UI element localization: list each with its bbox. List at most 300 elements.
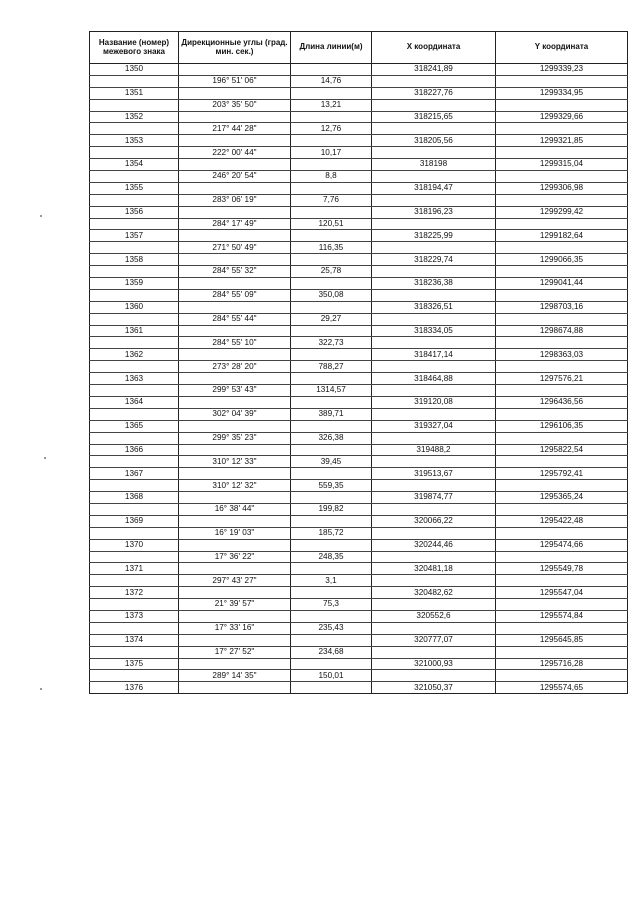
empty-cell xyxy=(179,87,291,99)
table-row xyxy=(90,313,628,325)
direction-angle-cell: 16° 19' 03" xyxy=(179,527,291,539)
empty-cell xyxy=(90,575,179,587)
empty-cell xyxy=(372,337,496,349)
table-row xyxy=(90,254,628,266)
x-coordinate-cell: 320066,22 xyxy=(372,515,496,527)
empty-cell xyxy=(90,385,179,397)
empty-cell xyxy=(496,313,628,325)
x-coordinate-cell: 318227,76 xyxy=(372,87,496,99)
line-length-cell: 7,76 xyxy=(291,194,372,206)
x-coordinate-cell: 318196,23 xyxy=(372,206,496,218)
point-name-cell: 1358 xyxy=(90,254,179,266)
point-name-cell: 1366 xyxy=(90,444,179,456)
empty-cell xyxy=(372,289,496,301)
point-name-cell: 1375 xyxy=(90,658,179,670)
table-header xyxy=(90,32,628,64)
y-coordinate-cell: 1295716,28 xyxy=(496,658,628,670)
point-name-cell: 1352 xyxy=(90,111,179,123)
direction-angle-cell: 310° 12' 32" xyxy=(179,480,291,492)
x-coordinate-cell: 318236,38 xyxy=(372,278,496,290)
y-coordinate-cell: 1295822,54 xyxy=(496,444,628,456)
empty-cell xyxy=(90,218,179,230)
table-row xyxy=(90,670,628,682)
empty-cell xyxy=(179,135,291,147)
empty-cell xyxy=(291,468,372,480)
direction-angle-cell: 246° 20' 54" xyxy=(179,171,291,183)
empty-cell xyxy=(90,527,179,539)
line-length-cell: 14,76 xyxy=(291,75,372,87)
table-row xyxy=(90,492,628,504)
direction-angle-cell: 284° 55' 32" xyxy=(179,266,291,278)
point-name-cell: 1367 xyxy=(90,468,179,480)
empty-cell xyxy=(496,171,628,183)
empty-cell xyxy=(90,123,179,135)
empty-cell xyxy=(496,99,628,111)
empty-cell xyxy=(179,64,291,76)
empty-cell xyxy=(372,575,496,587)
empty-cell xyxy=(496,385,628,397)
line-length-cell: 13,21 xyxy=(291,99,372,111)
table-row xyxy=(90,444,628,456)
direction-angle-cell: 222° 00' 44" xyxy=(179,147,291,159)
empty-cell xyxy=(90,147,179,159)
empty-cell xyxy=(291,396,372,408)
empty-cell xyxy=(496,599,628,611)
table-row xyxy=(90,396,628,408)
x-coordinate-cell: 318326,51 xyxy=(372,301,496,313)
line-length-cell: 1314,57 xyxy=(291,385,372,397)
point-name-cell: 1354 xyxy=(90,159,179,171)
table-row xyxy=(90,230,628,242)
point-name-cell: 1359 xyxy=(90,278,179,290)
empty-cell xyxy=(496,527,628,539)
y-coordinate-cell: 1295574,84 xyxy=(496,610,628,622)
empty-cell xyxy=(291,420,372,432)
empty-cell xyxy=(179,587,291,599)
x-coordinate-cell: 318334,05 xyxy=(372,325,496,337)
y-coordinate-cell: 1295474,66 xyxy=(496,539,628,551)
point-name-cell: 1368 xyxy=(90,492,179,504)
empty-cell xyxy=(90,99,179,111)
empty-cell xyxy=(90,622,179,634)
y-coordinate-cell: 1295792,41 xyxy=(496,468,628,480)
table-row xyxy=(90,646,628,658)
empty-cell xyxy=(179,682,291,694)
empty-cell xyxy=(372,432,496,444)
table-row xyxy=(90,432,628,444)
point-name-cell: 1372 xyxy=(90,587,179,599)
empty-cell xyxy=(90,456,179,468)
empty-cell xyxy=(372,456,496,468)
line-length-cell: 10,17 xyxy=(291,147,372,159)
table-row xyxy=(90,468,628,480)
empty-cell xyxy=(179,396,291,408)
y-coordinate-cell: 1298703,16 xyxy=(496,301,628,313)
table-row xyxy=(90,456,628,468)
empty-cell xyxy=(372,527,496,539)
table-row xyxy=(90,301,628,313)
empty-cell xyxy=(496,575,628,587)
direction-angle-cell: 297° 43' 27" xyxy=(179,575,291,587)
table-row xyxy=(90,135,628,147)
point-name-cell: 1370 xyxy=(90,539,179,551)
table-row xyxy=(90,266,628,278)
direction-angle-cell: 299° 35' 23" xyxy=(179,432,291,444)
empty-cell xyxy=(291,325,372,337)
empty-cell xyxy=(90,337,179,349)
empty-cell xyxy=(179,182,291,194)
empty-cell xyxy=(496,361,628,373)
y-coordinate-cell: 1299315,04 xyxy=(496,159,628,171)
empty-cell xyxy=(291,135,372,147)
direction-angle-cell: 17° 36' 22" xyxy=(179,551,291,563)
empty-cell xyxy=(90,361,179,373)
line-length-cell: 350,08 xyxy=(291,289,372,301)
empty-cell xyxy=(496,670,628,682)
empty-cell xyxy=(372,599,496,611)
coordinates-table xyxy=(89,31,628,694)
line-length-cell: 3,1 xyxy=(291,575,372,587)
empty-cell xyxy=(179,658,291,670)
x-coordinate-cell: 320552,6 xyxy=(372,610,496,622)
y-coordinate-cell: 1299334,95 xyxy=(496,87,628,99)
empty-cell xyxy=(179,206,291,218)
empty-cell xyxy=(372,75,496,87)
x-coordinate-cell: 319513,67 xyxy=(372,468,496,480)
x-coordinate-cell: 318198 xyxy=(372,159,496,171)
point-name-cell: 1369 xyxy=(90,515,179,527)
y-coordinate-cell: 1299339,23 xyxy=(496,64,628,76)
table-body xyxy=(90,64,628,694)
table-row xyxy=(90,99,628,111)
empty-cell xyxy=(372,99,496,111)
empty-cell xyxy=(90,599,179,611)
empty-cell xyxy=(372,622,496,634)
empty-cell xyxy=(291,539,372,551)
line-length-cell: 322,73 xyxy=(291,337,372,349)
y-coordinate-cell: 1299066,35 xyxy=(496,254,628,266)
table-row xyxy=(90,194,628,206)
line-length-cell: 234,68 xyxy=(291,646,372,658)
empty-cell xyxy=(496,408,628,420)
empty-cell xyxy=(90,646,179,658)
point-name-cell: 1361 xyxy=(90,325,179,337)
y-coordinate-cell: 1295422,48 xyxy=(496,515,628,527)
empty-cell xyxy=(179,539,291,551)
x-coordinate-cell: 319874,77 xyxy=(372,492,496,504)
empty-cell xyxy=(496,147,628,159)
empty-cell xyxy=(372,171,496,183)
empty-cell xyxy=(90,194,179,206)
table-row xyxy=(90,563,628,575)
empty-cell xyxy=(179,254,291,266)
empty-cell xyxy=(372,194,496,206)
empty-cell xyxy=(90,171,179,183)
line-length-cell: 29,27 xyxy=(291,313,372,325)
line-length-cell: 8,8 xyxy=(291,171,372,183)
x-coordinate-cell: 319488,2 xyxy=(372,444,496,456)
x-coordinate-cell: 320482,62 xyxy=(372,587,496,599)
empty-cell xyxy=(291,206,372,218)
line-length-cell: 120,51 xyxy=(291,218,372,230)
direction-angle-cell: 302° 04' 39" xyxy=(179,408,291,420)
y-coordinate-cell: 1297576,21 xyxy=(496,373,628,385)
empty-cell xyxy=(179,468,291,480)
empty-cell xyxy=(372,313,496,325)
empty-cell xyxy=(496,551,628,563)
table-row xyxy=(90,159,628,171)
empty-cell xyxy=(372,480,496,492)
empty-cell xyxy=(291,87,372,99)
point-name-cell: 1364 xyxy=(90,396,179,408)
table-row xyxy=(90,123,628,135)
table-row xyxy=(90,480,628,492)
direction-angle-cell: 310° 12' 33" xyxy=(179,456,291,468)
empty-cell xyxy=(90,551,179,563)
empty-cell xyxy=(90,503,179,515)
line-length-cell: 326,38 xyxy=(291,432,372,444)
empty-cell xyxy=(372,670,496,682)
empty-cell xyxy=(372,551,496,563)
empty-cell xyxy=(179,278,291,290)
x-coordinate-cell: 321050,37 xyxy=(372,682,496,694)
line-length-cell: 788,27 xyxy=(291,361,372,373)
x-coordinate-cell: 320481,18 xyxy=(372,563,496,575)
direction-angle-cell: 289° 14' 35" xyxy=(179,670,291,682)
x-coordinate-cell: 318215,65 xyxy=(372,111,496,123)
table-row xyxy=(90,325,628,337)
empty-cell xyxy=(90,313,179,325)
y-coordinate-cell: 1295365,24 xyxy=(496,492,628,504)
point-name-cell: 1362 xyxy=(90,349,179,361)
empty-cell xyxy=(496,432,628,444)
empty-cell xyxy=(291,610,372,622)
table-row xyxy=(90,361,628,373)
table-row xyxy=(90,622,628,634)
empty-cell xyxy=(90,480,179,492)
empty-cell xyxy=(291,682,372,694)
empty-cell xyxy=(291,301,372,313)
point-name-cell: 1356 xyxy=(90,206,179,218)
line-length-cell: 235,43 xyxy=(291,622,372,634)
direction-angle-cell: 16° 38' 44" xyxy=(179,503,291,515)
point-name-cell: 1371 xyxy=(90,563,179,575)
direction-angle-cell: 284° 55' 44" xyxy=(179,313,291,325)
line-length-cell: 75,3 xyxy=(291,599,372,611)
scan-speck xyxy=(40,688,42,690)
point-name-cell: 1376 xyxy=(90,682,179,694)
header-row xyxy=(90,32,628,64)
point-name-cell: 1365 xyxy=(90,420,179,432)
empty-cell xyxy=(291,111,372,123)
line-length-cell: 116,35 xyxy=(291,242,372,254)
y-coordinate-cell: 1296106,35 xyxy=(496,420,628,432)
x-coordinate-cell: 318194,47 xyxy=(372,182,496,194)
x-coordinate-cell: 319120,08 xyxy=(372,396,496,408)
empty-cell xyxy=(291,492,372,504)
empty-cell xyxy=(291,349,372,361)
table-row xyxy=(90,539,628,551)
table-row xyxy=(90,634,628,646)
header-angle: Дирекционные углы (град. мин. сек.) xyxy=(179,32,291,64)
table-row xyxy=(90,599,628,611)
empty-cell xyxy=(496,123,628,135)
empty-cell xyxy=(496,218,628,230)
direction-angle-cell: 284° 17' 49" xyxy=(179,218,291,230)
x-coordinate-cell: 318241,89 xyxy=(372,64,496,76)
table-row xyxy=(90,242,628,254)
table-row xyxy=(90,349,628,361)
header-length: Длина линии(м) xyxy=(291,32,372,64)
y-coordinate-cell: 1299299,42 xyxy=(496,206,628,218)
line-length-cell: 39,45 xyxy=(291,456,372,468)
direction-angle-cell: 17° 27' 52" xyxy=(179,646,291,658)
scan-speck xyxy=(44,457,46,459)
x-coordinate-cell: 320244,46 xyxy=(372,539,496,551)
empty-cell xyxy=(496,266,628,278)
table-row xyxy=(90,515,628,527)
empty-cell xyxy=(179,349,291,361)
empty-cell xyxy=(372,147,496,159)
empty-cell xyxy=(179,111,291,123)
empty-cell xyxy=(179,373,291,385)
empty-cell xyxy=(496,75,628,87)
table-row xyxy=(90,373,628,385)
empty-cell xyxy=(90,266,179,278)
empty-cell xyxy=(90,242,179,254)
table-row xyxy=(90,575,628,587)
y-coordinate-cell: 1295574,65 xyxy=(496,682,628,694)
table-row xyxy=(90,587,628,599)
header-point-name: Название (номер) межевого знака xyxy=(90,32,179,64)
table-row xyxy=(90,503,628,515)
empty-cell xyxy=(291,182,372,194)
table-row xyxy=(90,278,628,290)
line-length-cell: 389,71 xyxy=(291,408,372,420)
y-coordinate-cell: 1299321,85 xyxy=(496,135,628,147)
y-coordinate-cell: 1299041,44 xyxy=(496,278,628,290)
table-row xyxy=(90,337,628,349)
table-row xyxy=(90,610,628,622)
table-row xyxy=(90,111,628,123)
table-row xyxy=(90,218,628,230)
empty-cell xyxy=(372,361,496,373)
table-row xyxy=(90,289,628,301)
empty-cell xyxy=(291,515,372,527)
direction-angle-cell: 17° 33' 16" xyxy=(179,622,291,634)
y-coordinate-cell: 1299182,64 xyxy=(496,230,628,242)
empty-cell xyxy=(291,658,372,670)
y-coordinate-cell: 1295549,78 xyxy=(496,563,628,575)
point-name-cell: 1374 xyxy=(90,634,179,646)
direction-angle-cell: 196° 51' 06" xyxy=(179,75,291,87)
empty-cell xyxy=(291,444,372,456)
y-coordinate-cell: 1299329,66 xyxy=(496,111,628,123)
empty-cell xyxy=(496,242,628,254)
empty-cell xyxy=(496,646,628,658)
empty-cell xyxy=(372,385,496,397)
table-row xyxy=(90,408,628,420)
y-coordinate-cell: 1299306,98 xyxy=(496,182,628,194)
table-row xyxy=(90,171,628,183)
line-length-cell: 248,35 xyxy=(291,551,372,563)
empty-cell xyxy=(291,373,372,385)
empty-cell xyxy=(179,515,291,527)
empty-cell xyxy=(291,563,372,575)
empty-cell xyxy=(179,610,291,622)
empty-cell xyxy=(372,266,496,278)
empty-cell xyxy=(372,646,496,658)
table-row xyxy=(90,551,628,563)
table-row xyxy=(90,147,628,159)
empty-cell xyxy=(496,337,628,349)
y-coordinate-cell: 1295645,85 xyxy=(496,634,628,646)
empty-cell xyxy=(291,254,372,266)
empty-cell xyxy=(179,301,291,313)
point-name-cell: 1353 xyxy=(90,135,179,147)
empty-cell xyxy=(291,634,372,646)
table-row xyxy=(90,527,628,539)
empty-cell xyxy=(291,159,372,171)
x-coordinate-cell: 318464,88 xyxy=(372,373,496,385)
empty-cell xyxy=(372,123,496,135)
empty-cell xyxy=(179,420,291,432)
empty-cell xyxy=(90,408,179,420)
empty-cell xyxy=(372,242,496,254)
direction-angle-cell: 284° 55' 10" xyxy=(179,337,291,349)
direction-angle-cell: 21° 39' 57" xyxy=(179,599,291,611)
empty-cell xyxy=(90,75,179,87)
line-length-cell: 12,76 xyxy=(291,123,372,135)
header-x: X координата xyxy=(372,32,496,64)
empty-cell xyxy=(496,194,628,206)
line-length-cell: 150,01 xyxy=(291,670,372,682)
table-row xyxy=(90,658,628,670)
x-coordinate-cell: 319327,04 xyxy=(372,420,496,432)
direction-angle-cell: 203° 35' 50" xyxy=(179,99,291,111)
empty-cell xyxy=(291,230,372,242)
point-name-cell: 1355 xyxy=(90,182,179,194)
empty-cell xyxy=(179,563,291,575)
empty-cell xyxy=(179,230,291,242)
x-coordinate-cell: 321000,93 xyxy=(372,658,496,670)
direction-angle-cell: 271° 50' 49" xyxy=(179,242,291,254)
y-coordinate-cell: 1296436,56 xyxy=(496,396,628,408)
line-length-cell: 25,78 xyxy=(291,266,372,278)
y-coordinate-cell: 1298363,03 xyxy=(496,349,628,361)
x-coordinate-cell: 318417,14 xyxy=(372,349,496,361)
point-name-cell: 1363 xyxy=(90,373,179,385)
x-coordinate-cell: 320777,07 xyxy=(372,634,496,646)
empty-cell xyxy=(372,503,496,515)
table-row xyxy=(90,385,628,397)
header-y: Y координата xyxy=(496,32,628,64)
point-name-cell: 1373 xyxy=(90,610,179,622)
table-row xyxy=(90,420,628,432)
empty-cell xyxy=(496,289,628,301)
x-coordinate-cell: 318205,56 xyxy=(372,135,496,147)
point-name-cell: 1351 xyxy=(90,87,179,99)
direction-angle-cell: 283° 06' 19" xyxy=(179,194,291,206)
direction-angle-cell: 299° 53' 43" xyxy=(179,385,291,397)
empty-cell xyxy=(90,432,179,444)
direction-angle-cell: 273° 28' 20" xyxy=(179,361,291,373)
line-length-cell: 199,82 xyxy=(291,503,372,515)
empty-cell xyxy=(90,289,179,301)
x-coordinate-cell: 318225,99 xyxy=(372,230,496,242)
point-name-cell: 1350 xyxy=(90,64,179,76)
line-length-cell: 185,72 xyxy=(291,527,372,539)
